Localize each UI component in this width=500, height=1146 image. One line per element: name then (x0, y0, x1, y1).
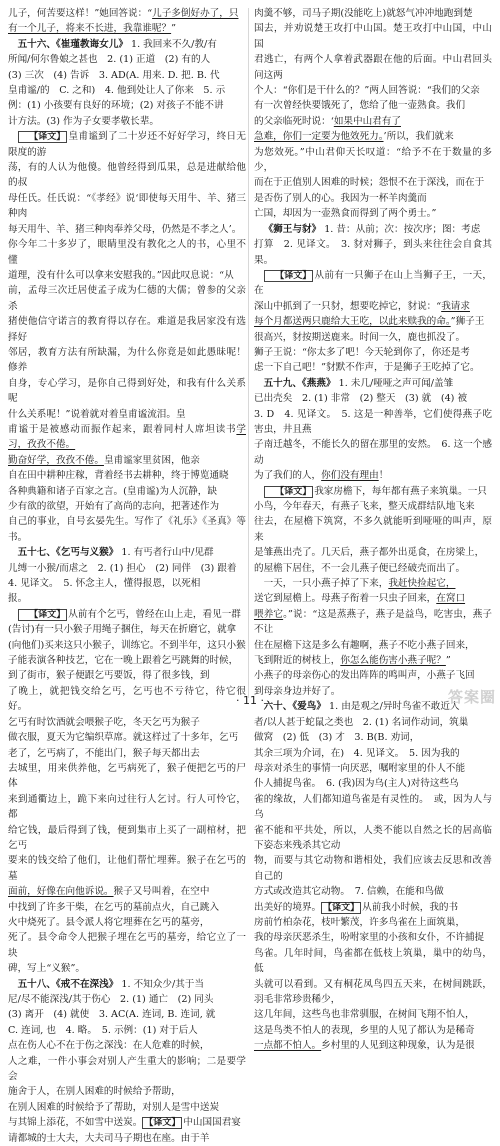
text-run: (告讨)有一只小猴子用绳子捆住，每天在折磨它，就拿 (8, 624, 237, 636)
text-line (8, 900, 246, 915)
text-run: 狮子王说：“你太多了吧！今天轮到你了，你还是考 (254, 346, 470, 358)
text-line (8, 191, 246, 222)
text-run: 母任氏。任氏说：“《孝经》说‘即使每天用牛、羊、猪三种肉 (8, 192, 246, 220)
text-run: 从前有个乞丐，曾经在山上走，看见一群 (68, 608, 241, 620)
text-run: 到母亲身边并好了。 (254, 685, 341, 697)
text-line (8, 561, 246, 576)
text-line (254, 946, 492, 977)
text-run: 计方法。(3) 作为子女要孝敬长辈。 (8, 115, 159, 127)
text-line (254, 884, 492, 899)
text-line (254, 823, 492, 854)
text-line (254, 607, 492, 638)
text-line (254, 268, 492, 299)
text-line (254, 468, 492, 483)
underlined-text: 有一个儿子，将来不长进，我靠谁呢？ (8, 23, 172, 35)
text-line (8, 453, 246, 468)
text-line (254, 299, 492, 314)
text-run: 什么关系呢！”说着就对着皇甫谧流泪。皇 (8, 408, 186, 420)
text-run: 乡村里的人见到这种现象，认为是很 (321, 1040, 475, 1052)
text-line (8, 1007, 246, 1022)
text-run: 物，而要与其它动物和谐相处，我们应该去反思和改善自己的 (254, 855, 492, 882)
text-run: 中山国国君宴 (183, 1117, 241, 1129)
text-line (8, 52, 246, 67)
text-run: 中找到了许多干柴，在乞丐的墓前点火，自己跳入 (8, 901, 220, 913)
text-line (8, 1131, 246, 1146)
text-run: 其余三项为介词，在) 4. 见译文。 5. 因为我的 (254, 747, 460, 759)
section-heading: 五十七、《乞丐与义猴》 (17, 547, 119, 559)
text-run: (3) 离开 (4) 就使 3. AC(A. 连词, B. 连词, 就 (8, 1009, 216, 1021)
text-line (8, 268, 246, 283)
left-text-column (8, 6, 246, 1146)
text-line (254, 730, 492, 745)
text-line (254, 191, 492, 206)
text-line (8, 1084, 246, 1099)
text-line (8, 607, 246, 622)
text-run: 你今年二十多岁了，眼睛里没有教化之人的书，心里不懂 (8, 239, 246, 266)
text-run: 1. 不知众少/其于当 (118, 978, 204, 990)
text-line (8, 730, 246, 745)
text-run: 在别人困难的时候给予了帮助，对别人是雪中送炭 (8, 1101, 220, 1113)
text-run: 猴子又号叫着，在空中 (113, 886, 210, 898)
text-line (254, 129, 492, 144)
translation-tag: 【译文】 (323, 902, 360, 913)
text-run: 小燕子的母亲伤心的发出阵阵的鸣叫声，小燕子飞回 (254, 670, 475, 682)
text-run: 去城里，用来供养他，乞丐病死了，猴子便把乞丐的尸体 (8, 762, 246, 790)
text-run: 深山中抓到了一只豺，想要吃掉它，豺说：“ (254, 300, 442, 312)
text-run: 雀不能和平共处，所以，人类不能以自然之长的居高临下姿态来残杀其它动 (254, 824, 492, 851)
text-run: 皇甫谧到了二十岁还不好好学习，终日无限度的游 (8, 131, 246, 158)
text-line (254, 668, 492, 683)
text-run: ” (445, 655, 451, 667)
text-line (254, 499, 492, 514)
text-run: 甫谧于是被感动而振作起来，跟着同村人席坦读书 (8, 423, 237, 435)
text-line (8, 746, 246, 761)
text-run: 儿子，何苦要这样！”她回答说：“ (8, 8, 153, 19)
text-run: 这几年间，这些鸟也非常驯服，在树间飞翔不怕人， (254, 1009, 475, 1021)
text-run: 点在伤人心不在于伤之深浅：在人危难的时候， (8, 1040, 210, 1052)
page-number: · 11 · (236, 694, 264, 707)
text-line (8, 792, 246, 823)
text-line (8, 376, 246, 407)
text-run: 4. 见译文。 5. 怀念主人，懂得报恩，以死相 (8, 578, 201, 590)
text-run: 做衣服，夏天为它编织草席。就这样过了十多年，乞丐 (8, 732, 239, 744)
text-line (254, 407, 492, 438)
text-line (254, 1007, 492, 1022)
text-line (254, 21, 492, 52)
text-line (8, 853, 246, 884)
text-line (254, 776, 492, 791)
text-line (8, 576, 246, 591)
text-run: 方式或改造其它动物。 7. 信赖，在能和鸟做 (254, 886, 444, 898)
text-run: 皇甫谧/的 C. 之和) 4. 他到处让人了你来 5. 示 (8, 85, 226, 97)
text-line (254, 376, 492, 391)
text-run: 各种典籍和诸子百家之言。(皇甫谧)为人沉静，缺 (8, 485, 217, 497)
underlined-text: 急难，你们一定要为他效死力。 (254, 131, 384, 143)
text-line (254, 545, 492, 560)
underlined-text: 喂养它 (254, 608, 284, 620)
text-run: 是雏燕出壳了。几天后，燕子都外出觅食，在房梁上， (254, 547, 485, 559)
text-line (254, 437, 492, 468)
text-run: 已出壳矣 2. (1) 非常 (2) 整天 (3) 就 (4) 被 (254, 393, 468, 405)
text-run: 是否伤了别人的心。我因为一杯羊肉羹而 (254, 192, 427, 204)
text-run: ’所以，我们就来 (383, 131, 454, 143)
underlined-text: 儿子多倒好办了，只 (152, 8, 239, 19)
text-run: 打算 2. 见译文。 3. 豺对狮子，到头来往往会自食其果。 (254, 239, 492, 266)
text-run: 子南迁越冬，不能长久的留在那里的安然。 6. 这一个感动 (254, 439, 492, 466)
text-line (8, 1038, 246, 1053)
text-line (8, 407, 246, 422)
text-run: 从前有一只狮子在山上当狮子王，一天，在 (254, 269, 492, 297)
text-run: 母亲对杀生的事情一向厌恶，嘱咐家里的仆人不能 (254, 762, 466, 774)
text-line (254, 237, 492, 268)
text-run: 为了我们的人， (254, 470, 322, 482)
text-run: 1. 有丐者行山中/见群 (118, 547, 214, 559)
text-run: 了晚上，就把钱交给乞丐，乞丐也不亏待它，待它很好。 (8, 685, 246, 713)
text-line (8, 314, 246, 345)
text-line (254, 1038, 492, 1053)
text-line (254, 6, 492, 21)
text-line (254, 175, 492, 190)
text-line (8, 499, 246, 514)
underlined-text: 勤奋好学，孜孜不倦。 (8, 454, 104, 466)
text-run: 儿缚一小猴/而虐之 2. (1) 担心 (2) 同伴 (3) 跟着 (8, 562, 237, 574)
text-line (8, 761, 246, 792)
text-line (8, 1115, 246, 1130)
text-run: 这是鸟类不怕人的表现，乡里的人见了都认为是稀奇 (254, 1024, 475, 1036)
text-run: 者/以人甚于蛇鼠之类也 2. (1) 名词作动词，筑巢 (254, 716, 469, 728)
text-line (254, 930, 492, 945)
text-line (8, 160, 246, 191)
text-run: 虑一下自己吧！”豺默不作声，于是狮子王吃掉了它。 (254, 362, 480, 374)
text-line (8, 68, 246, 83)
text-run: 送它到屋檐上。母燕子衔着一只虫子回来， (254, 593, 437, 605)
text-line (254, 98, 492, 113)
underlined-text: 我赶快捡起它， (388, 578, 456, 590)
text-run: 例：(1) 小孩要有良好的环境；(2) 对孩子不能不讲 (8, 100, 224, 112)
text-line (8, 545, 246, 560)
right-text-column (254, 6, 492, 1054)
underlined-text: 如果中山君有了 (333, 115, 401, 127)
text-run: 房前竹柏杂花，枝叶繁茂，许多鸟雀在上面筑巢， (254, 916, 466, 928)
text-line (254, 561, 492, 576)
text-run: 与其锦上添花，不如雪中送炭。 (8, 1117, 143, 1129)
text-line (8, 1100, 246, 1115)
text-run: 前，孟母三次迁居使孟子成为仁德的大儒；曾参的父亲杀 (8, 285, 246, 312)
text-line (8, 930, 246, 961)
text-line (8, 345, 246, 376)
text-run: 我的母亲厌恶杀生，吩咐家里的小孩和女仆，不许捕捉 (254, 932, 485, 944)
translation-tag: 【译文】 (18, 609, 68, 621)
text-run: (3) 三次 (4) 告诉 3. AD(A. 用来. D. 把. B. 代 (8, 69, 220, 81)
text-run: 的屋檐下居住，不一会儿燕子便已经破壳而出了。 (254, 562, 466, 574)
text-line (8, 1023, 246, 1038)
underlined-text: 一点都不怕人。 (254, 1040, 322, 1052)
text-run: 亡国，却因为一壶熟食而得到了两个勇士。” (254, 208, 437, 220)
text-run: 猴子在乞丐的墓 (8, 855, 247, 882)
text-line (8, 98, 246, 113)
text-line (254, 591, 492, 606)
text-run: 的父亲临死时说：‘ (254, 115, 334, 127)
text-line (8, 977, 246, 992)
translation-tag: 【译文】 (264, 486, 314, 498)
text-line (8, 961, 246, 976)
text-run: 老了，乞丐病了，不能出门，猴子每天都出去 (8, 747, 200, 759)
text-run: 子能表演各种技艺，它在一晚上跟着乞丐跳舞的时候， (8, 655, 239, 667)
text-run: 尼/尽不能深浅/其于伤心 2. (1) 通亡 (2) 同头 (8, 994, 214, 1005)
text-run: 来到通衢边上，跪下来向过往行人乞讨。行人可怜它，都 (8, 793, 246, 821)
text-run: (向他们)买来这只小猴子，训练它。不到半年，这只小猴 (8, 639, 246, 651)
text-run: 火中烧死了。县令派人将它埋葬在乞丐的墓旁， (8, 916, 210, 928)
text-line (254, 715, 492, 730)
text-line (8, 1054, 246, 1085)
text-run: ！ (378, 470, 389, 482)
text-line (254, 83, 492, 98)
text-line (8, 283, 246, 314)
text-line (8, 129, 246, 160)
underlined-text: 在窝口 (436, 593, 466, 605)
text-run: 要来的钱交给了他们，让他们帮忙埋葬。 (8, 855, 187, 867)
text-run: 猪使他信守诺言的教育得以存在。难道是我居家没有选择好 (8, 316, 246, 343)
text-run: 乞丐有时饮酒就会喂猴子吃，冬天乞丐为猴子 (8, 716, 200, 728)
text-line (8, 884, 246, 899)
text-run: 少有欲的欲望，开始有了高尚的志向，把著述作为 (8, 501, 220, 512)
text-run: 到了街市，猴子便跟乞丐要饭，得了很多钱，到 (8, 670, 210, 682)
text-run: 住在屋檐下这是多么有趣啊，燕子不吃小燕子回来， (254, 639, 475, 651)
text-line (8, 422, 246, 453)
text-line (8, 668, 246, 683)
text-line (254, 977, 492, 1008)
text-run: 自在田中耕种庄稼，背着经书去耕种，终于博览通晓 (8, 470, 229, 482)
text-run: 荡，有的人认为他傻。他曾经得到瓜果，总是进献给他的叔 (8, 162, 246, 189)
text-line (254, 52, 492, 83)
text-line (254, 360, 492, 375)
text-run: 头就可以看到。又有桐花凤鸟四五天来，在树间跳跃，羽毛非常珍贵稀少， (254, 978, 492, 1005)
text-run: ” (171, 23, 176, 35)
text-line (254, 900, 492, 915)
text-line (254, 314, 492, 329)
text-line (254, 206, 492, 221)
text-run: 自身，专心学习，是你自己得到好处，和我有什么关系呢 (8, 377, 246, 405)
text-run: 人之难，一件小事会对别人产生重大的影响；二是要学会 (8, 1055, 246, 1083)
text-run: 有一次曾经快要饿死了，您给了他一壶熟食。我们 (254, 100, 466, 112)
text-line (8, 484, 246, 499)
text-run: 做窝 (2) 低 (3) 才 3. B(B. 劝词， (254, 732, 420, 744)
text-line (8, 591, 246, 606)
text-line (8, 237, 246, 268)
underlined-text: 我请求 (441, 300, 470, 312)
text-run: 1. 由是观之/异时鸟雀不敢近人 (325, 701, 460, 713)
text-line (8, 37, 246, 52)
text-line (254, 915, 492, 930)
text-line (8, 21, 246, 36)
text-line (254, 145, 492, 176)
watermark-logo: 答案圈 (447, 688, 496, 706)
text-run: 一天，一只小燕子掉了下来， (263, 578, 389, 590)
underlined-text: 你们没有理由 (321, 470, 379, 482)
text-line (254, 653, 492, 668)
text-run: 请都城的士大夫，大夫司马子期也在座。由于羊 (8, 1132, 210, 1144)
text-run: 所闻/何尔鲁娘之甚也 2. (1) 正道 (2) 有的人 (8, 54, 211, 66)
text-run: 施舍于人，在别人困难的时候给予帮助， (8, 1086, 181, 1098)
text-line (8, 992, 246, 1007)
text-run: 自己的事业，自号玄晏先生。写作了《礼乐》《圣真》等书。 (8, 516, 246, 543)
text-line (8, 83, 246, 98)
text-line (8, 6, 246, 21)
text-line (254, 345, 492, 360)
text-line (8, 915, 246, 930)
column-divider (248, 8, 249, 698)
text-line (254, 638, 492, 653)
text-line (254, 746, 492, 761)
text-run: C. 连词, 也 4. 略。 5. 示例：(1) 对于后人 (8, 1024, 198, 1036)
text-run: 1. 昔：从前；次：按次序；图：考虑 (321, 223, 481, 235)
text-line (8, 823, 246, 854)
text-run: 从前我小时候，我的书 (362, 901, 459, 913)
text-line (254, 1023, 492, 1038)
text-run: 个人：“你们是干什么的？”两人回答说：“我们的父亲 (254, 85, 480, 97)
text-line (254, 222, 492, 237)
text-line (254, 114, 492, 129)
text-run: 。”说：“这是蒸燕子，燕子是益鸟，吃害虫，燕子不让 (254, 608, 492, 636)
text-line (8, 715, 246, 730)
section-heading: 五十六、《崔瑾教诲女儿》 (17, 38, 128, 50)
text-line (254, 761, 492, 776)
underlined-text: 面前，好像在向他诉说。 (8, 886, 114, 898)
text-line (8, 653, 246, 668)
text-line (8, 514, 246, 545)
text-line (254, 484, 492, 499)
text-line (254, 792, 492, 823)
text-run: 碑，写上“义猴”。 (8, 963, 85, 975)
text-line (254, 576, 492, 591)
text-run: 君逃亡，有两个人拿着武器跟在他的后面。中山君回头问这两 (254, 54, 492, 81)
underlined-text: 每个月都送两只鹿给大王吃，以此来赎我的命。 (254, 316, 451, 328)
text-run: 道理，没有什么可以拿来安慰我的。”因此叹息说：“从 (8, 269, 234, 281)
underlined-text: 学习，孜孜不倦。 (8, 423, 246, 451)
text-line (8, 468, 246, 483)
text-run: 肉羹不够，司马子期(没能吃上)就怒气冲冲地跑到楚 (254, 8, 473, 19)
text-run: 为您效死。”中山君仰天长叹道：“给予不在于数量的多少， (254, 146, 492, 174)
text-run: 给它钱，最后得到了钱，便到集市上买了一副棺材，把乞丐 (8, 824, 246, 851)
text-line (254, 853, 492, 884)
section-heading: 五十八、《戒不在深浅》 (17, 978, 119, 990)
text-run: 小鸟，今年春天，有燕子飞来，整天成群结队地飞来 (254, 501, 475, 512)
text-run: 仆人捕捉鸟雀。 6. (我)因为乌(主人)对待这些乌 (254, 778, 459, 790)
text-run: 死了。县令命令人把猴子埋在乞丐的墓旁，给它立了一块 (8, 932, 246, 959)
text-run: 1. 未几/哑哑之声可闻/盖雏 (335, 377, 454, 389)
text-line (8, 638, 246, 653)
underlined-text: 你怎么能伤害小燕子呢？ (340, 655, 446, 667)
text-run: 1. 我回来不久/教/有 (127, 38, 217, 50)
section-heading: 五十九、《燕燕》 (263, 377, 336, 389)
text-run: 很高兴，豺按期送鹿来。时间一久，鹿也抓没了。 (254, 331, 466, 343)
text-run: 鸟雀。几年时间，鸟雀都在低枝上筑巢，巢中的幼鸟，低 (254, 947, 492, 975)
text-line (8, 622, 246, 637)
section-heading: 《狮王与豺》 (263, 223, 322, 235)
text-run: 出美好的境界。 (254, 901, 322, 913)
text-run: 邻居，教育方法有所缺漏，为什么你竟是如此愚昧呢！修养 (8, 346, 246, 374)
text-run: 每天用牛、羊、猪三种肉奉养父母，仍然是不孝之人’。 (8, 223, 242, 235)
text-line (254, 391, 492, 406)
translation-tag: 【译文】 (18, 131, 68, 143)
section-heading: 六十、《爱鸟》 (263, 701, 326, 713)
text-run: 皇甫谧家里贫困，他亲 (103, 454, 200, 466)
translation-tag: 【译文】 (144, 1118, 181, 1129)
text-run: 国去，并劝说楚王攻打中山国。楚王攻打中山国，中山国 (254, 23, 492, 50)
text-run: 雀的缘故，人们都知道鸟雀是有灵性的。 或，因为人与乌 (254, 793, 492, 821)
text-line (254, 330, 492, 345)
text-line (8, 222, 246, 237)
text-run: 我家房檐下，每年都有燕子来筑巢。一只 (314, 485, 487, 497)
text-run: 飞到附近的树枝上， (254, 655, 341, 667)
text-run: ”狮子王 (450, 316, 485, 328)
text-run: 3. D 4. 见译文。 5. 这是一种善举，它们使得燕子吃害虫，井且燕 (254, 408, 492, 435)
text-run: 报。 (8, 593, 28, 605)
translation-tag: 【译文】 (264, 270, 314, 282)
text-line (254, 514, 492, 545)
text-run: 往去，在屋檐下筑窝，不多久就能听到哑哑的叫声，原来 (254, 516, 492, 543)
text-run: 而在于正值别人困难的时候；怨恨不在于深浅，而在于 (254, 177, 485, 189)
text-line (8, 114, 246, 129)
